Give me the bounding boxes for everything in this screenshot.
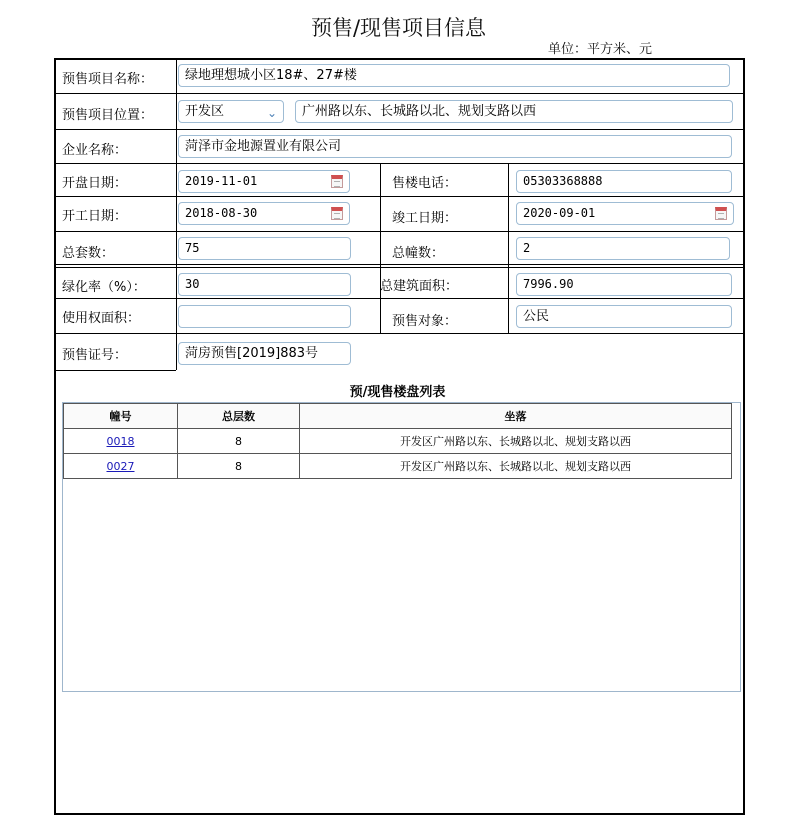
land-area-field[interactable] bbox=[178, 305, 351, 328]
row-divider bbox=[56, 370, 176, 371]
open-date-value: 2019-11-01 bbox=[185, 174, 258, 188]
chevron-down-icon: ⌄ bbox=[266, 106, 277, 120]
company-label: 企业名称： bbox=[62, 143, 128, 158]
row-divider bbox=[56, 163, 743, 164]
total-units-field[interactable]: 75 bbox=[178, 237, 351, 260]
target-field[interactable]: 公民 bbox=[516, 305, 732, 328]
total-area-field[interactable]: 7996.90 bbox=[516, 273, 732, 296]
permit-label: 预售证号： bbox=[62, 348, 128, 363]
calendar-icon[interactable] bbox=[715, 207, 727, 220]
building-cell bbox=[64, 454, 178, 479]
row-divider bbox=[56, 264, 743, 265]
unit-note: 单位：平方米、元 bbox=[548, 42, 653, 57]
column-divider bbox=[380, 163, 381, 333]
column-header-floors: 总层数 bbox=[178, 404, 300, 429]
building-cell bbox=[64, 429, 178, 454]
building-list-grid bbox=[62, 402, 741, 692]
calendar-icon[interactable] bbox=[331, 175, 343, 188]
location-cell: 开发区广州路以东、长城路以北、规划支路以西 bbox=[300, 429, 732, 454]
row-divider bbox=[56, 267, 743, 268]
location-field[interactable]: 广州路以东、长城路以北、规划支路以西 bbox=[295, 100, 733, 123]
green-rate-field[interactable]: 30 bbox=[178, 273, 351, 296]
start-date-field[interactable] bbox=[178, 202, 350, 225]
phone-field[interactable]: 05303368888 bbox=[516, 170, 732, 193]
land-area-label: 使用权面积： bbox=[62, 311, 141, 326]
completion-date-value: 2020-09-01 bbox=[523, 206, 596, 220]
row-divider bbox=[56, 196, 743, 197]
table-row bbox=[64, 454, 732, 479]
building-list-title: 预/现售楼盘列表 bbox=[349, 385, 446, 400]
floors-cell: 8 bbox=[178, 429, 300, 454]
completion-date-label: 竣工日期： bbox=[392, 211, 458, 226]
column-divider bbox=[508, 163, 509, 333]
total-buildings-label: 总幢数： bbox=[392, 246, 445, 261]
floors-cell: 8 bbox=[178, 454, 300, 479]
building-link[interactable]: 0027 bbox=[106, 459, 135, 473]
location-cell: 开发区广州路以东、长城路以北、规划支路以西 bbox=[300, 454, 732, 479]
green-rate-label: 绿化率（%）： bbox=[62, 280, 146, 295]
project-name-label: 预售项目名称： bbox=[62, 72, 154, 87]
start-date-value: 2018-08-30 bbox=[185, 206, 258, 220]
open-date-field[interactable] bbox=[178, 170, 350, 193]
open-date-label: 开盘日期： bbox=[62, 176, 128, 191]
row-divider bbox=[56, 93, 743, 94]
building-link[interactable]: 0018 bbox=[106, 434, 135, 448]
start-date-label: 开工日期： bbox=[62, 209, 128, 224]
column-header-location: 坐落 bbox=[300, 404, 732, 429]
row-divider bbox=[56, 333, 743, 334]
total-buildings-field[interactable]: 2 bbox=[516, 237, 730, 260]
row-divider bbox=[56, 231, 743, 232]
phone-label: 售楼电话： bbox=[392, 176, 458, 191]
permit-field[interactable]: 菏房预售[2019]883号 bbox=[178, 342, 351, 365]
total-units-label: 总套数： bbox=[62, 246, 115, 261]
total-area-label: 总建筑面积： bbox=[380, 279, 459, 294]
location-label: 预售项目位置： bbox=[62, 108, 154, 123]
district-value: 开发区 bbox=[185, 104, 225, 119]
target-label: 预售对象： bbox=[392, 314, 458, 329]
row-divider bbox=[56, 298, 743, 299]
district-select[interactable] bbox=[178, 100, 284, 123]
project-name-field[interactable]: 绿地理想城小区18#、27#楼 bbox=[178, 64, 730, 87]
column-divider bbox=[176, 60, 177, 370]
row-divider bbox=[56, 129, 743, 130]
completion-date-field[interactable] bbox=[516, 202, 734, 225]
building-table bbox=[63, 403, 732, 479]
page-title: 预售/现售项目信息 bbox=[310, 16, 487, 40]
calendar-icon[interactable] bbox=[331, 207, 343, 220]
column-header-building: 幢号 bbox=[64, 404, 178, 429]
table-header-row bbox=[64, 404, 732, 429]
table-row bbox=[64, 429, 732, 454]
company-field[interactable]: 菏泽市金地源置业有限公司 bbox=[178, 135, 732, 158]
